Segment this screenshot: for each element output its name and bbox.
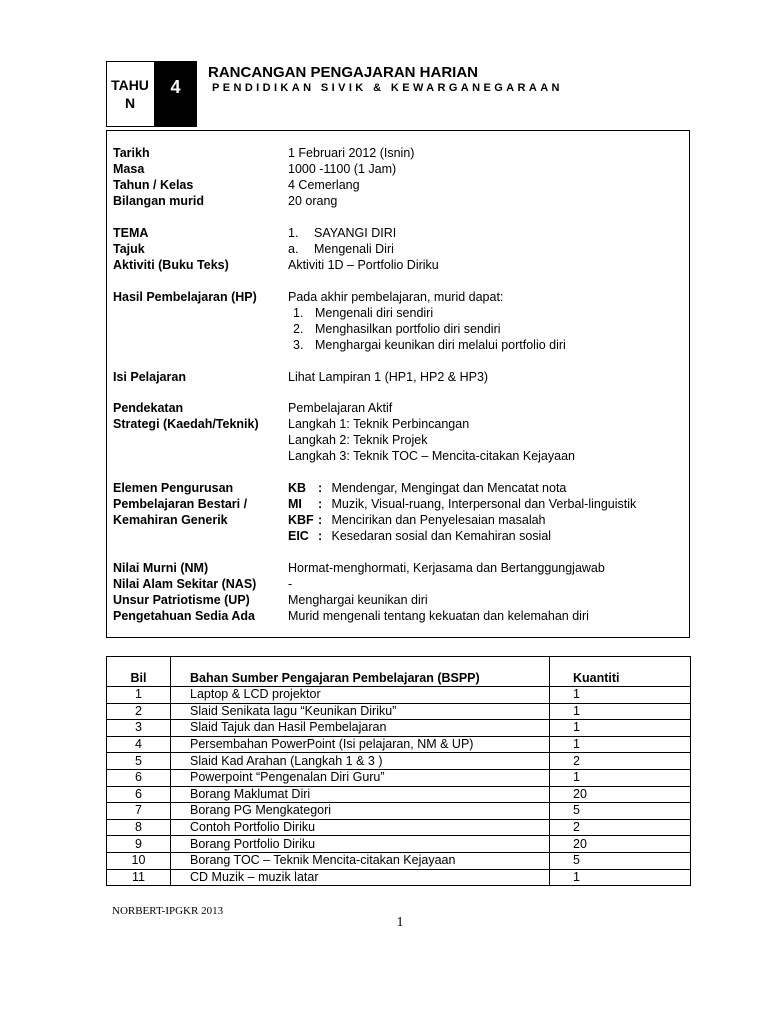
hp-item-number: 2. bbox=[293, 322, 304, 336]
aktiviti-label: Aktiviti (Buku Teks) bbox=[113, 258, 229, 272]
elemen-colon: : bbox=[318, 513, 323, 527]
table-row bbox=[107, 703, 691, 720]
bahan-cell: Slaid Senikata lagu “Keunikan Diriku” bbox=[171, 703, 550, 720]
bil-cell: 2 bbox=[107, 703, 171, 720]
bilangan-value: 20 orang bbox=[288, 194, 338, 208]
tajuk-text: Mengenali Diri bbox=[314, 242, 394, 256]
bil-cell: 9 bbox=[107, 836, 171, 853]
masa-label: Masa bbox=[113, 162, 145, 176]
bahan-cell: Borang PG Mengkategori bbox=[171, 803, 550, 820]
tema-text: SAYANGI DIRI bbox=[314, 226, 397, 240]
kuantiti-cell: 20 bbox=[550, 786, 691, 803]
page-number: 1 bbox=[396, 915, 404, 930]
tahun-label-line2: N bbox=[124, 95, 136, 111]
strategi-item: Langkah 1: Teknik Perbincangan bbox=[288, 417, 470, 431]
tahun-label-line1: TAHU bbox=[111, 77, 149, 93]
elemen-code: KBF bbox=[288, 513, 314, 527]
psa-value: Murid mengenali tentang kekuatan dan kelemahan diri bbox=[288, 609, 589, 623]
elemen-colon: : bbox=[318, 529, 323, 543]
elemen-text: Mencirikan dan Penyelesaian masalah bbox=[331, 513, 546, 527]
bil-cell: 5 bbox=[107, 753, 171, 770]
elemen-colon: : bbox=[318, 497, 323, 511]
bil-cell: 6 bbox=[107, 786, 171, 803]
hp-item-number: 1. bbox=[293, 306, 304, 320]
kuantiti-header: Kuantiti bbox=[550, 657, 691, 687]
tahun-number: 4 bbox=[170, 77, 181, 97]
nm-value: Hormat-menghormati, Kerjasama dan Bertanggungjawab bbox=[288, 561, 605, 575]
kuantiti-cell: 2 bbox=[550, 753, 691, 770]
isi-label: Isi Pelajaran bbox=[113, 370, 186, 384]
hp-intro: Pada akhir pembelajaran, murid dapat: bbox=[288, 290, 504, 304]
strategi-label: Strategi (Kaedah/Teknik) bbox=[113, 417, 259, 431]
elemen-text: Muzik, Visual-ruang, Interpersonal dan Verbal-linguistik bbox=[331, 497, 637, 511]
tahun-label bbox=[106, 76, 154, 112]
table-row bbox=[107, 836, 691, 853]
bil-cell: 10 bbox=[107, 852, 171, 869]
bahan-cell: Powerpoint “Pengenalan Diri Guru” bbox=[171, 769, 550, 786]
tarikh-label: Tarikh bbox=[113, 146, 150, 160]
kuantiti-cell: 1 bbox=[550, 720, 691, 737]
document-subtitle: PENDIDIKAN SIVIK & KEWARGANEGARAAN bbox=[212, 82, 563, 94]
resource-table-body bbox=[107, 687, 691, 886]
nm-label: Nilai Murni (NM) bbox=[113, 561, 209, 575]
isi-value: Lihat Lampiran 1 (HP1, HP2 & HP3) bbox=[288, 370, 489, 384]
table-row bbox=[107, 736, 691, 753]
hp-item-text: Menghasilkan portfolio diri sendiri bbox=[315, 322, 501, 336]
hp-item-number: 3. bbox=[293, 338, 304, 352]
elemen-item bbox=[288, 497, 636, 511]
kuantiti-cell: 1 bbox=[550, 736, 691, 753]
bil-cell: 3 bbox=[107, 720, 171, 737]
tajuk-label: Tajuk bbox=[113, 242, 145, 256]
pendekatan-value: Pembelajaran Aktif bbox=[288, 401, 393, 415]
hp-item bbox=[293, 322, 501, 336]
table-row bbox=[107, 869, 691, 886]
tema-label: TEMA bbox=[113, 226, 149, 240]
bilangan-label: Bilangan murid bbox=[113, 194, 204, 208]
bahan-cell: Borang Maklumat Diri bbox=[171, 786, 550, 803]
bil-cell: 8 bbox=[107, 819, 171, 836]
kuantiti-cell: 2 bbox=[550, 819, 691, 836]
hp-item-text: Mengenali diri sendiri bbox=[315, 306, 434, 320]
kuantiti-cell: 1 bbox=[550, 869, 691, 886]
bil-cell: 4 bbox=[107, 736, 171, 753]
nas-value: - bbox=[288, 577, 293, 591]
elemen-label-line: Elemen Pengurusan bbox=[113, 481, 234, 495]
tema-value bbox=[288, 226, 396, 240]
table-row bbox=[107, 687, 691, 704]
bil-cell: 11 bbox=[107, 869, 171, 886]
bahan-cell: Persembahan PowerPoint (Isi pelajaran, NM & UP) bbox=[171, 736, 550, 753]
psa-label: Pengetahuan Sedia Ada bbox=[113, 609, 255, 623]
table-row bbox=[107, 720, 691, 737]
bil-cell: 7 bbox=[107, 803, 171, 820]
resource-table bbox=[106, 656, 691, 886]
kuantiti-cell: 20 bbox=[550, 836, 691, 853]
elemen-code: EIC bbox=[288, 529, 309, 543]
tahun-kelas-label: Tahun / Kelas bbox=[113, 178, 194, 192]
table-row bbox=[107, 803, 691, 820]
table-row bbox=[107, 819, 691, 836]
elemen-colon: : bbox=[318, 481, 323, 495]
elemen-text: Mendengar, Mengingat dan Mencatat nota bbox=[331, 481, 567, 495]
elemen-label-line: Pembelajaran Bestari / bbox=[113, 497, 248, 511]
kuantiti-cell: 1 bbox=[550, 769, 691, 786]
nas-label: Nilai Alam Sekitar (NAS) bbox=[113, 577, 257, 591]
table-header-row bbox=[107, 657, 691, 687]
tahun-kelas-value: 4 Cemerlang bbox=[288, 178, 360, 192]
kuantiti-cell: 5 bbox=[550, 803, 691, 820]
pendekatan-label: Pendekatan bbox=[113, 401, 184, 415]
masa-value: 1000 -1100 (1 Jam) bbox=[288, 162, 397, 176]
kuantiti-cell: 1 bbox=[550, 687, 691, 704]
bil-cell: 1 bbox=[107, 687, 171, 704]
hp-item bbox=[293, 306, 433, 320]
document-title: RANCANGAN PENGAJARAN HARIAN bbox=[208, 64, 479, 81]
elemen-text: Kesedaran sosial dan Kemahiran sosial bbox=[331, 529, 552, 543]
hp-item bbox=[293, 338, 566, 352]
elemen-code: MI bbox=[288, 497, 302, 511]
bahan-cell: Borang TOC – Teknik Mencita-citakan Kejayaan bbox=[171, 852, 550, 869]
table-row bbox=[107, 786, 691, 803]
tajuk-number: a. bbox=[288, 242, 299, 256]
elemen-label-line: Kemahiran Generik bbox=[113, 513, 228, 527]
hp-item-text: Menghargai keunikan diri melalui portfolio diri bbox=[315, 338, 566, 352]
strategi-item: Langkah 2: Teknik Projek bbox=[288, 433, 428, 447]
bahan-cell: Slaid Tajuk dan Hasil Pembelajaran bbox=[171, 720, 550, 737]
elemen-item bbox=[288, 529, 551, 543]
bahan-cell: Laptop & LCD projektor bbox=[171, 687, 550, 704]
elemen-item bbox=[288, 481, 566, 495]
elemen-code: KB bbox=[288, 481, 307, 495]
kuantiti-cell: 5 bbox=[550, 852, 691, 869]
aktiviti-value: Aktiviti 1D – Portfolio Diriku bbox=[288, 258, 439, 272]
bahan-cell: CD Muzik – muzik latar bbox=[171, 869, 550, 886]
bahan-cell: Slaid Kad Arahan (Langkah 1 & 3 ) bbox=[171, 753, 550, 770]
bil-cell: 6 bbox=[107, 769, 171, 786]
bahan-cell: Borang Portfolio Diriku bbox=[171, 836, 550, 853]
tarikh-value: 1 Februari 2012 (Isnin) bbox=[288, 146, 415, 160]
kuantiti-cell: 1 bbox=[550, 703, 691, 720]
up-label: Unsur Patriotisme (UP) bbox=[113, 593, 250, 607]
table-row bbox=[107, 769, 691, 786]
tajuk-value bbox=[288, 242, 394, 256]
strategi-item: Langkah 3: Teknik TOC – Mencita-citakan Kejayaan bbox=[288, 449, 575, 463]
table-row bbox=[107, 753, 691, 770]
bahan-header: Bahan Sumber Pengajaran Pembelajaran (BSPP) bbox=[171, 657, 550, 687]
bil-header: Bil bbox=[107, 657, 171, 687]
tema-number: 1. bbox=[288, 226, 299, 240]
footer-credit: NORBERT-IPGKR 2013 bbox=[112, 905, 224, 917]
bahan-cell: Contoh Portfolio Diriku bbox=[171, 819, 550, 836]
up-value: Menghargai keunikan diri bbox=[288, 593, 428, 607]
elemen-item bbox=[288, 513, 546, 527]
hp-label: Hasil Pembelajaran (HP) bbox=[113, 290, 257, 304]
table-row bbox=[107, 852, 691, 869]
